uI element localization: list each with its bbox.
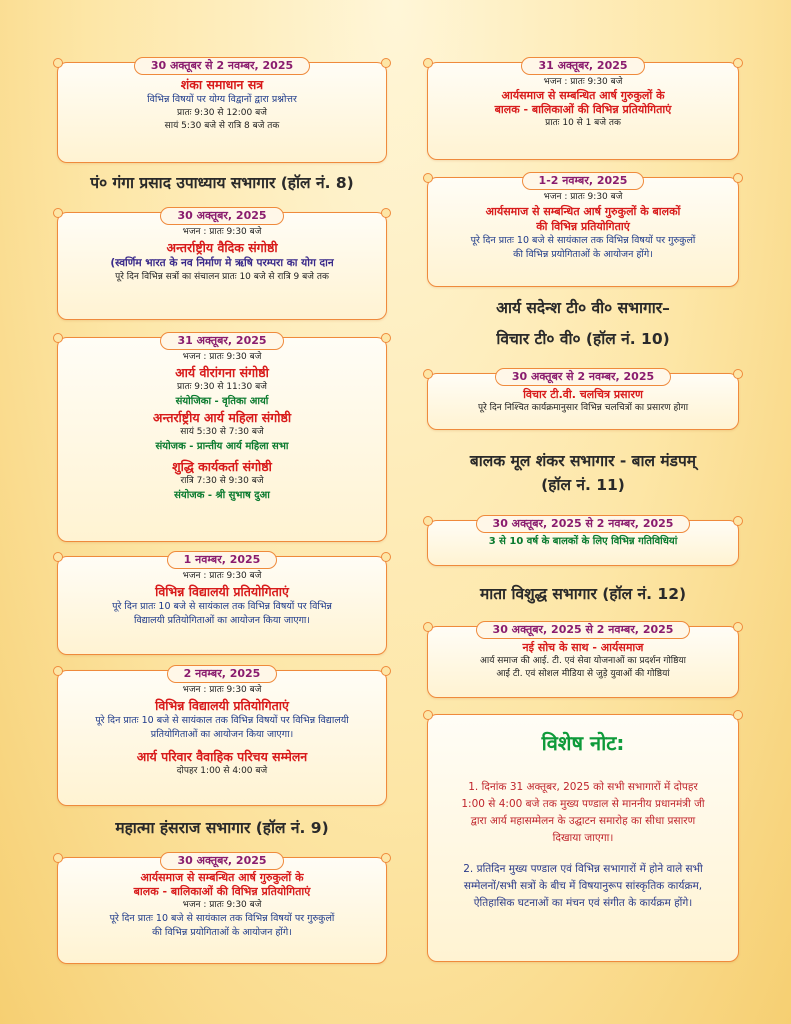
special-note-box [427,714,739,962]
note-point-1: 1:00 से 4:00 बजे तक मुख्य पण्डाल से माननीय प्रधानमंत्री जी [461,798,705,810]
bhajan-time: भजन : प्रातः 9:30 बजे [182,227,262,237]
hall-heading-9: महात्मा हंसराज सभागार (हॉल नं. 9) [115,819,329,837]
event-time: दोपहर 1:00 से 4:00 बजे [176,766,268,776]
event-desc: आर्य समाज की आई. टी. एवं सेवा योजनाओं का प्रदर्शन गोष्ठिया [480,656,686,666]
event-desc: 3 से 10 वर्ष के बालकों के लिए विभिन्न गतिविधियां [488,536,678,547]
event-convener: संयोजक - श्री सुभाष दुआ [174,490,270,501]
event-title: बालक - बालिकाओं की विभिन्न प्रतियोगिताएं [133,885,311,898]
event-convener: संयोजिका - वृतिका आर्या [175,396,269,407]
card-nai-soch [427,623,739,698]
card-shanka-samadhan [57,59,387,163]
event-desc: पूरे दिन प्रातः 10 बजे से सायंकाल तक विभिन्न विषयों पर गुरुकुलों [470,235,696,246]
event-desc: की विभिन्न प्रयोगिताओं के आयोजन होंगे। [152,927,292,938]
event-time: प्रातः 9:30 से 11:30 बजे [177,382,267,392]
event-time: सायं 5:30 बजे से रात्रि 8 बजे तक [164,121,280,131]
event-title: विभिन्न विद्यालयी प्रतियोगिताएं [155,584,289,599]
event-convener: संयोजक - प्रान्तीय आर्य महिला सभा [155,441,289,452]
card-vichar-tv [427,370,739,430]
card-bal-mandapam [427,517,739,566]
date-badge: 30 अक्तूबर, 2025 [160,207,283,225]
hall-heading-10a: आर्य सदेन्श टी० वी० सभागार– [496,299,670,317]
event-desc: विद्यालयी प्रतियोगिताओं का आयोजन किया जाएगा। [133,615,310,626]
note-point-2: सम्मेलनों/सभी सत्रों के बीच में विषयानुरूप सांस्कृतिक कार्यक्रम, [463,880,703,892]
event-title: विभिन्न विद्यालयी प्रतियोगिताएं [155,698,289,713]
hall-heading-12: माता विशुद्ध सभागार (हॉल नं. 12) [479,585,687,603]
event-title: विचार टी.वी. चलचित्र प्रसारण [523,388,643,401]
date-badge: 30 अक्तूबर से 2 नवम्बर, 2025 [495,368,671,386]
event-desc: आई टी. एवं सोशल मीडिया से जुड़े युवाओं की गोष्ठियां [496,669,670,679]
event-desc: पूरे दिन निश्चित कार्यक्रमानुसार विभिन्न चलचित्रों का प्रसारण होगा [477,403,689,413]
card-vedic-sangoshthi [57,209,387,320]
event-title: बालक - बालिकाओं की विभिन्न प्रतियोगिताएं [494,103,672,116]
event-desc: प्रतियोगिताओं का आयोजन किया जाएगा। [150,729,294,740]
date-badge: 30 अक्तूबर, 2025 से 2 नवम्बर, 2025 [476,621,691,639]
bhajan-time: भजन : प्रातः 9:30 बजे [182,900,262,910]
event-time: सायं 5:30 से 7:30 बजे [180,427,264,437]
event-title: की विभिन्न प्रतियोगिताएं [536,220,630,233]
date-badge: 31 अक्तूबर, 2025 [160,332,283,350]
event-desc: विभिन्न विषयों पर योग्य विद्वानों द्वारा प्रश्नोत्तर [147,94,297,105]
date-badge: 2 नवम्बर, 2025 [167,665,278,683]
bhajan-time: भजन : प्रातः 9:30 बजे [543,77,623,87]
note-title: विशेष नोट: [541,731,625,755]
card-1-nov [57,553,387,655]
date-badge: 30 अक्तूबर से 2 नवम्बर, 2025 [134,57,310,75]
event-title: आर्य परिवार वैवाहिक परिचय सम्मेलन [136,749,308,764]
event-desc: पूरे दिन प्रातः 10 बजे से सायंकाल तक विभिन्न विषयों पर गुरुकुलों [109,913,335,924]
card-gurukul-competition [57,854,387,964]
bhajan-time: भजन : प्रातः 9:30 बजे [182,571,262,581]
event-title: नई सोच के साथ - आर्यसमाज [522,641,644,654]
date-badge: 30 अक्तूबर, 2025 [160,852,283,870]
date-badge: 31 अक्तूबर, 2025 [521,57,644,75]
event-title: आर्यसमाज से सम्बन्धित आर्ष गुरुकुलों के बालकों [485,205,681,218]
event-title: अन्तर्राष्ट्रीय वैदिक संगोष्ठी [166,240,278,255]
hall-heading-11a: बालक मूल शंकर सभागार - बाल मंडपम् [469,452,697,470]
note-point-1: दिखाया जाएगा। [552,832,614,844]
note-point-2: 2. प्रतिदिन मुख्य पण्डाल एवं विभिन्न सभागारों में होने वाले सभी [463,863,703,875]
card-31-oct [57,334,387,542]
event-title: आर्यसमाज से सम्बन्धित आर्ष गुरुकुलों के [501,89,665,102]
bhajan-time: भजन : प्रातः 9:30 बजे [182,352,262,362]
date-badge: 1 नवम्बर, 2025 [167,551,278,569]
event-title: आर्यसमाज से सम्बन्धित आर्ष गुरुकुलों के [140,871,304,884]
note-point-2: ऐतिहासिक घटनाओं का मंचन एवं संगीत के कार्यक्रम होंगे। [473,897,693,909]
bhajan-time: भजन : प्रातः 9:30 बजे [182,685,262,695]
event-desc: पूरे दिन प्रातः 10 बजे से सायंकाल तक विभिन्न विषयों पर विभिन्न [112,601,332,612]
note-point-1: 1. दिनांक 31 अक्तूबर, 2025 को सभी सभागारों में दोपहर [468,781,698,793]
event-title: शंका समाधान सत्र [180,77,264,92]
card-31-oct-gurukul [427,59,739,160]
event-title: अन्तर्राष्ट्रीय आर्य महिला संगोष्ठी [152,410,292,425]
event-title: शुद्धि कार्यकर्ता संगोष्ठी [172,459,272,474]
card-1-2-nov-gurukul [427,174,739,287]
note-point-1: द्वारा आर्य महासम्मेलन के उद्घाटन समारोह का सीधा प्रसारण [470,815,696,827]
date-badge: 1-2 नवम्बर, 2025 [522,172,645,190]
event-desc: पूरे दिन विभिन्न सत्रों का संचालन प्रातः 10 बजे से रात्रि 9 बजे तक [115,272,329,282]
date-badge: 30 अक्तूबर, 2025 से 2 नवम्बर, 2025 [476,515,691,533]
bhajan-time: भजन : प्रातः 9:30 बजे [543,192,623,202]
event-time: प्रातः 9:30 से 12:00 बजे [177,108,267,118]
hall-heading-10b: विचार टी० वी० (हॉल नं. 10) [496,330,670,348]
event-time: प्रातः 10 से 1 बजे तक [545,118,621,128]
event-time: रात्रि 7:30 से 9:30 बजे [180,476,264,486]
hall-heading-8: पं० गंगा प्रसाद उपाध्याय सभागार (हॉल नं. 8) [90,174,354,192]
event-title: आर्य वीरांगना संगोष्ठी [175,365,269,380]
card-2-nov [57,667,387,806]
event-desc: पूरे दिन प्रातः 10 बजे से सायंकाल तक विभिन्न विषयों पर विभिन्न विद्यालयी [95,715,349,726]
event-subtitle: (स्वर्णिम भारत के नव निर्माण मे ऋषि परम्परा का योग दान [110,257,334,269]
hall-heading-11b: (हॉल नं. 11) [541,476,625,494]
event-desc: की विभिन्न प्रयोगिताओं के आयोजन होंगे। [513,249,653,260]
